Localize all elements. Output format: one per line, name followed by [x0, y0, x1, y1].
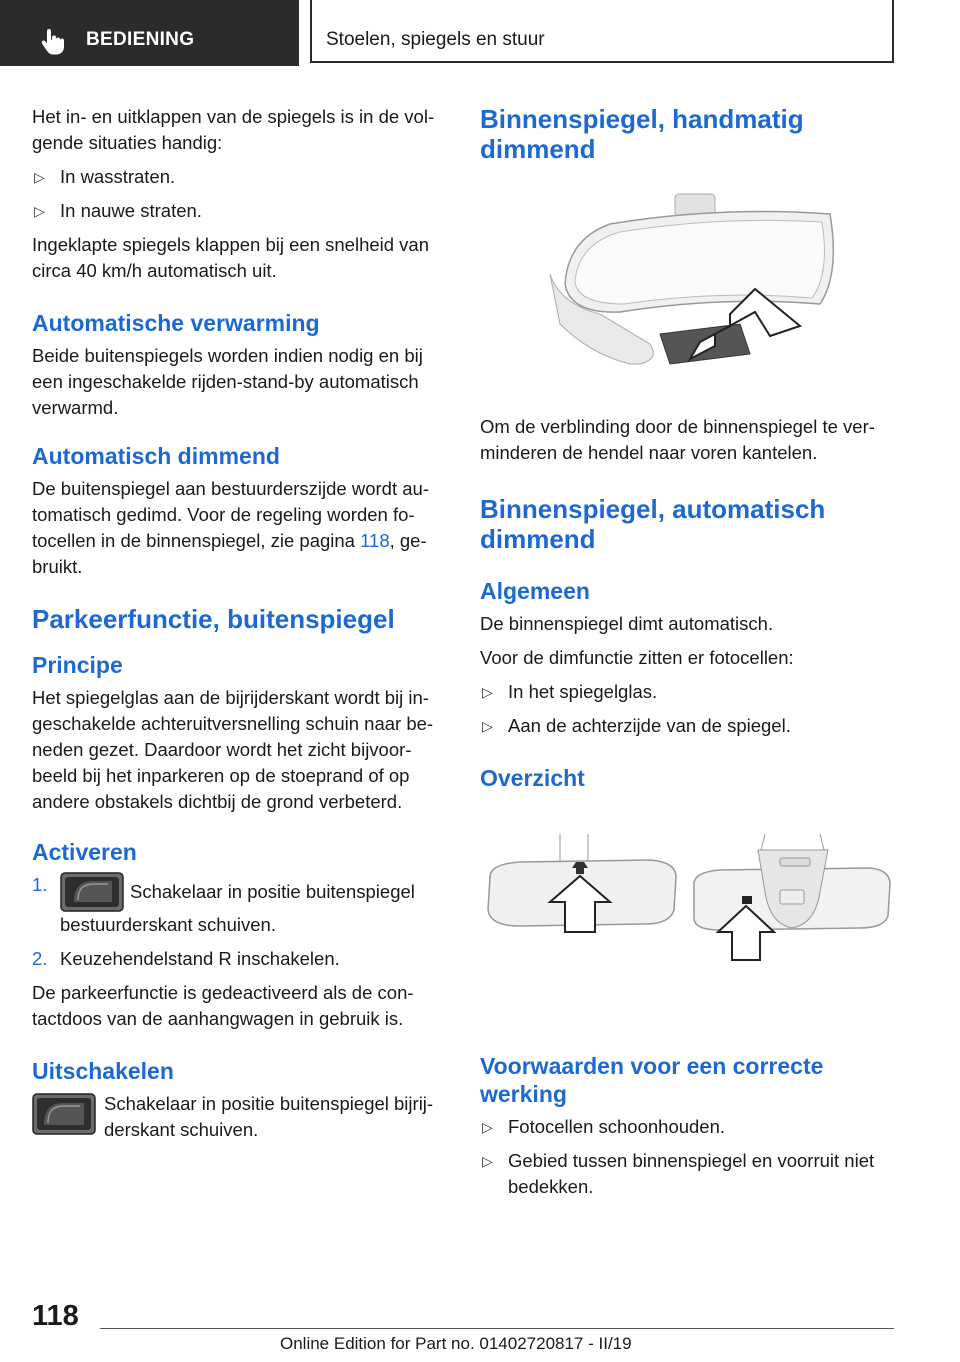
page-number: 118: [32, 1300, 79, 1332]
manual-dimming-heading: Binnenspiegel, handmatig dimmend: [480, 104, 804, 164]
dimming-text: De buitenspiegel aan bestuurderszijde wordt automatisch gedimd. Voor de regeling worden fotocellen in de binnenspiegel, zie pagina 118, gebruikt.: [32, 478, 429, 577]
edition-text: Online Edition for Part no. 01402720817 - II/19: [280, 1334, 632, 1353]
situations-list: [32, 164, 446, 224]
photocell-overview-illustration: [480, 832, 894, 972]
heating-heading: Automatische verwarming: [32, 310, 320, 336]
deactivated-note: De parkeerfunctie is gedeactiveerd als de contactdoos van de aanhangwagen in gebruik is.: [32, 982, 414, 1029]
triangle-bullet-icon: ▷: [482, 718, 493, 734]
photocell-list: [480, 679, 894, 739]
switchoff-block: [32, 1091, 446, 1143]
general-text: De binnenspiegel dimt automatisch.: [480, 613, 774, 634]
switchoff-text: Schakelaar in positie buitenspiegel bijrijderskant schuiven.: [104, 1093, 434, 1140]
section-label: BEDIENING: [86, 29, 195, 50]
list-item: 1. Schakelaar in positie buitenspiegel bestuurderskant schuiven.: [32, 874, 415, 935]
photocell-intro: Voor de dimfunctie zitten er fotocellen:: [480, 647, 794, 668]
right-column: [480, 104, 894, 1208]
manual-mirror-illustration: [540, 184, 870, 394]
footer-divider: [100, 1328, 894, 1329]
general-heading: Algemeen: [480, 578, 590, 604]
conditions-list: [480, 1114, 894, 1200]
dimming-heading: Automatisch dimmend: [32, 443, 280, 469]
principle-text: Het spiegelglas aan de bijrijderskant wordt bij ingeschakelde achteruitversnelling schuin naar beneden gezet. Daardoor wordt het zicht bijvoorbeeld bij het inparkeren op de stoeprand of op andere obstakels dichtbij de grond verbeterd.: [32, 687, 434, 812]
list-item: ▷ In het spiegelglas.: [480, 679, 894, 705]
section-tab[interactable]: [0, 0, 299, 66]
triangle-bullet-icon: ▷: [34, 203, 45, 219]
manual-dimming-text: Om de verblinding door de binnenspiegel te verminderen de hendel naar voren kantelen.: [480, 416, 875, 463]
activate-heading: Activeren: [32, 839, 137, 865]
list-item: ▷ Gebied tussen binnenspiegel en voorruit niet bedekken.: [482, 1150, 875, 1197]
parking-heading: Parkeerfunctie, buitenspiegel: [32, 604, 395, 634]
principle-heading: Principe: [32, 652, 123, 678]
auto-fold-text: Ingeklapte spiegels klappen bij een snelheid van circa 40 km/h automatisch uit.: [32, 234, 430, 281]
list-item: ▷ In wasstraten.: [32, 164, 446, 190]
triangle-bullet-icon: ▷: [482, 1119, 493, 1135]
conditions-heading: Voorwaarden voor een correcte werking: [480, 1053, 824, 1107]
hand-pointer-icon: [38, 28, 66, 56]
intro-text: Het in- en uitklappen van de spiegels is in de volgende situaties handig:: [32, 106, 435, 153]
triangle-bullet-icon: ▷: [34, 169, 45, 185]
heating-text: Beide buitenspiegels worden indien nodig en bij een ingeschakelde rijden-stand-by automatisch verwarmd.: [32, 345, 423, 418]
chapter-title: Stoelen, spiegels en stuur: [326, 29, 545, 50]
list-item: ▷ In nauwe straten.: [32, 198, 446, 224]
triangle-bullet-icon: ▷: [482, 684, 493, 700]
activate-steps: [32, 872, 446, 972]
auto-dimming-heading: Binnenspiegel, automatisch dimmend: [480, 494, 826, 554]
left-column: [32, 104, 446, 1143]
overview-heading: Overzicht: [480, 765, 585, 791]
list-item: 2. Keuzehendelstand R inschakelen.: [32, 948, 340, 969]
mirror-switch-icon: [60, 872, 124, 912]
mirror-switch-icon: [32, 1093, 96, 1135]
list-item: ▷ Fotocellen schoonhouden.: [480, 1114, 894, 1140]
triangle-bullet-icon: ▷: [482, 1153, 493, 1169]
chapter-header: [310, 0, 894, 63]
switchoff-heading: Uitschakelen: [32, 1058, 174, 1084]
list-item: ▷ Aan de achterzijde van de spiegel.: [480, 713, 894, 739]
page-reference-link[interactable]: 118: [360, 530, 390, 551]
